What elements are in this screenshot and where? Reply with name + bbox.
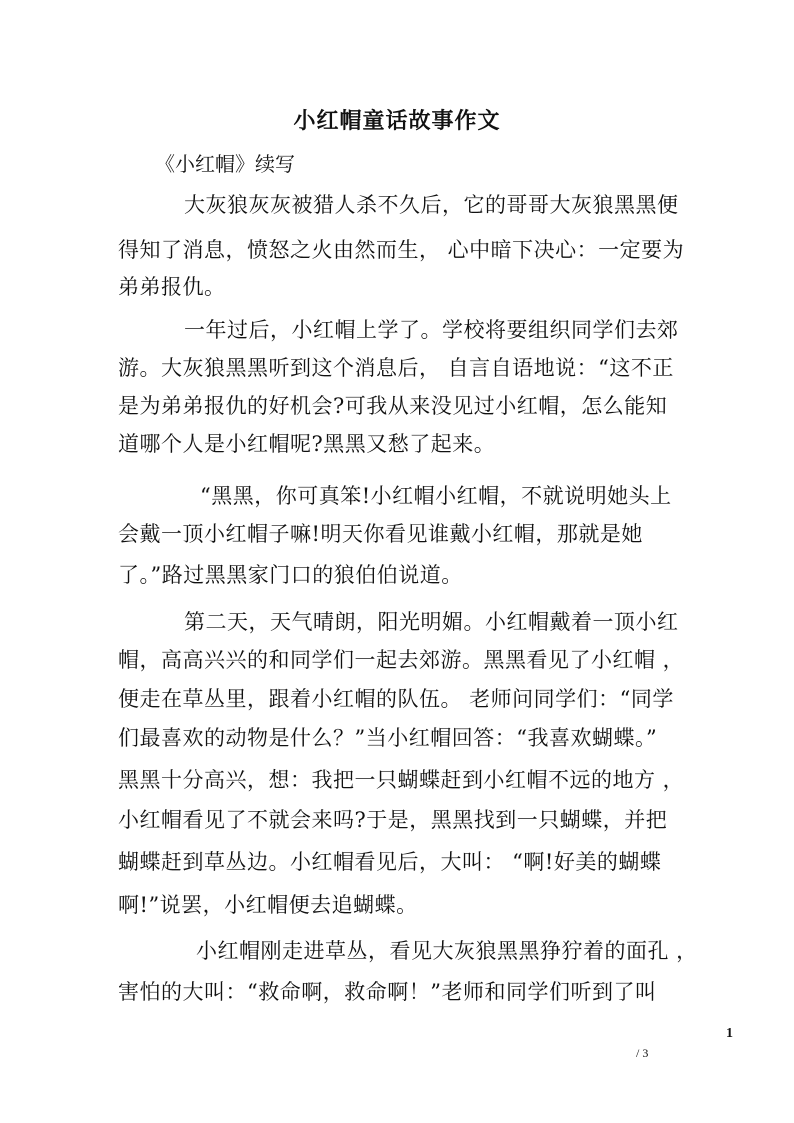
text-line: 便走在草丛里，跟着小红帽的队伍。 老师问同学们：“同学 [118,687,674,711]
page-total: / 3 [636,1046,649,1060]
text-line: 游。大灰狼黑黑听到这个消息后， 自言自语地说：“这不正 [118,356,674,380]
text-line: “黑黑，你可真笨!小红帽小红帽，不就说明她头上 [200,484,672,508]
document-subtitle: 《小红帽》续写 [155,152,295,176]
text-line: 一年过后，小红帽上学了。学校将要组织同学们去郊 [184,318,679,342]
text-line: 啊!”说罢，小红帽便去追蝴蝶。 [118,893,418,917]
text-line: 第二天，天气晴朗，阳光明媚。小红帽戴着一顶小红 [184,610,679,634]
text-line: 道哪个人是小红帽呢?黑黑又愁了起来。 [118,432,496,456]
text-line: 是为弟弟报仇的好机会?可我从来没见过小红帽，怎么能知 [118,394,668,418]
document-title: 小红帽童话故事作文 [293,108,501,134]
text-line: 了。”路过黑黑家门口的狼伯伯说道。 [118,563,463,587]
text-line: 会戴一顶小红帽子嘛!明天你看见谁戴小红帽，那就是她 [118,522,643,546]
text-line: 帽，高高兴兴的和同学们一起去郊游。黑黑看见了小红帽 ， [118,648,685,672]
text-line: 们最喜欢的动物是什么？”当小红帽回答：“我喜欢蝴蝶。” [118,726,658,750]
text-line: 小红帽看见了不就会来吗?于是，黑黑找到一只蝴蝶，并把 [118,808,668,832]
text-line: 小红帽刚走进草丛，看见大灰狼黑黑狰狞着的面孔 ， [196,939,698,963]
text-line: 害怕的大叫：“救命啊，救命啊！”老师和同学们听到了叫 [118,980,657,1004]
text-line: 蝴蝶赶到草丛边。小红帽看见后，大叫： “啊!好美的蝴蝶 [118,850,662,874]
text-line: 得知了消息，愤怒之火由然而生， 心中暗下决心：一定要为 [118,238,685,262]
text-line: 大灰狼灰灰被猎人杀不久后，它的哥哥大灰狼黑黑便 [184,193,679,217]
text-line: 弟弟报仇。 [118,275,226,299]
text-line: 黑黑十分高兴，想：我把一只蝴蝶赶到小红帽不远的地方 ， [118,768,685,792]
page-number: 1 [726,1026,733,1041]
